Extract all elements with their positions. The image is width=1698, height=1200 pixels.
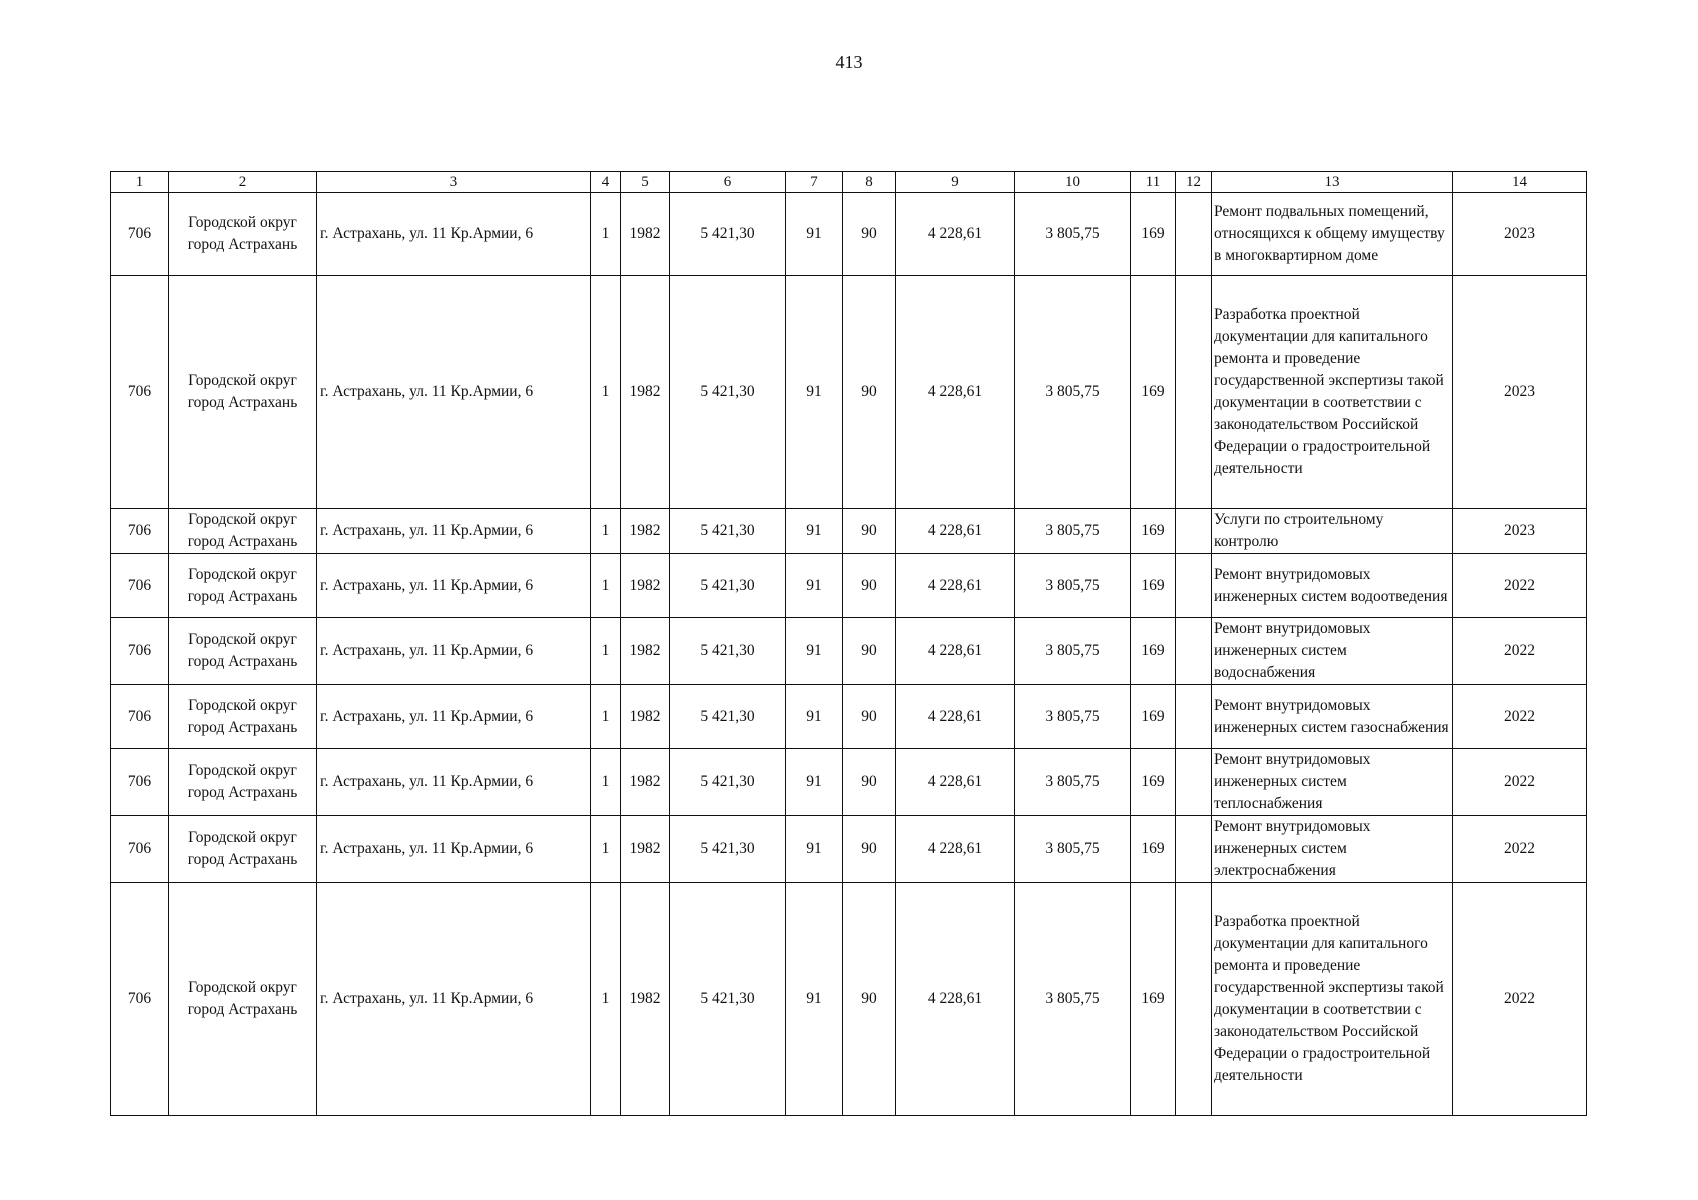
cell-number: 706 bbox=[111, 193, 169, 276]
cell-year: 1982 bbox=[621, 554, 670, 618]
cell-col11: 169 bbox=[1131, 618, 1176, 685]
cell-plan-year: 2022 bbox=[1453, 749, 1587, 816]
cell-col11: 169 bbox=[1131, 749, 1176, 816]
cell-year: 1982 bbox=[621, 685, 670, 749]
cell-municipality: Городской округ город Астрахань bbox=[169, 816, 317, 883]
capital-repair-table bbox=[110, 171, 1587, 1116]
cell-col4: 1 bbox=[591, 749, 621, 816]
cell-plan-year: 2022 bbox=[1453, 883, 1587, 1116]
cell-col4: 1 bbox=[591, 685, 621, 749]
cell-address: г. Астрахань, ул. 11 Кр.Армии, 6 bbox=[317, 554, 591, 618]
cell-municipality: Городской округ город Астрахань bbox=[169, 685, 317, 749]
column-header-11: 11 bbox=[1131, 172, 1176, 193]
page-number: 413 bbox=[835, 52, 863, 72]
cell-number: 706 bbox=[111, 554, 169, 618]
cell-address: г. Астрахань, ул. 11 Кр.Армии, 6 bbox=[317, 618, 591, 685]
cell-col10: 3 805,75 bbox=[1015, 193, 1131, 276]
cell-col7: 91 bbox=[786, 554, 843, 618]
cell-col8: 90 bbox=[843, 685, 896, 749]
cell-year: 1982 bbox=[621, 618, 670, 685]
cell-col10: 3 805,75 bbox=[1015, 554, 1131, 618]
cell-col7: 91 bbox=[786, 618, 843, 685]
cell-col4: 1 bbox=[591, 276, 621, 509]
cell-col9: 4 228,61 bbox=[896, 276, 1015, 509]
cell-work-type: Ремонт внутридомовых инженерных систем водоотведения bbox=[1212, 554, 1453, 618]
column-header-3: 3 bbox=[317, 172, 591, 193]
cell-area: 5 421,30 bbox=[670, 276, 786, 509]
cell-col7: 91 bbox=[786, 749, 843, 816]
cell-work-type: Разработка проектной документации для капитального ремонта и проведение государственной экспертизы такой документации в соответствии с законодательством Российской Федерации о градостроительной деятельности bbox=[1212, 276, 1453, 509]
column-header-7: 7 bbox=[786, 172, 843, 193]
cell-col7: 91 bbox=[786, 816, 843, 883]
cell-col7: 91 bbox=[786, 685, 843, 749]
cell-col12 bbox=[1176, 618, 1212, 685]
cell-area: 5 421,30 bbox=[670, 816, 786, 883]
cell-plan-year: 2022 bbox=[1453, 685, 1587, 749]
cell-address: г. Астрахань, ул. 11 Кр.Армии, 6 bbox=[317, 816, 591, 883]
column-header-1: 1 bbox=[111, 172, 169, 193]
cell-area: 5 421,30 bbox=[670, 618, 786, 685]
column-header-2: 2 bbox=[169, 172, 317, 193]
cell-col8: 90 bbox=[843, 193, 896, 276]
cell-col11: 169 bbox=[1131, 554, 1176, 618]
cell-plan-year: 2023 bbox=[1453, 509, 1587, 554]
cell-col12 bbox=[1176, 193, 1212, 276]
cell-col9: 4 228,61 bbox=[896, 685, 1015, 749]
cell-col10: 3 805,75 bbox=[1015, 276, 1131, 509]
cell-col7: 91 bbox=[786, 883, 843, 1116]
cell-col11: 169 bbox=[1131, 685, 1176, 749]
table-row bbox=[111, 618, 1587, 685]
cell-area: 5 421,30 bbox=[670, 883, 786, 1116]
cell-number: 706 bbox=[111, 276, 169, 509]
cell-col4: 1 bbox=[591, 883, 621, 1116]
cell-year: 1982 bbox=[621, 816, 670, 883]
cell-plan-year: 2022 bbox=[1453, 618, 1587, 685]
cell-work-type: Ремонт внутридомовых инженерных систем теплоснабжения bbox=[1212, 749, 1453, 816]
column-header-5: 5 bbox=[621, 172, 670, 193]
cell-col10: 3 805,75 bbox=[1015, 685, 1131, 749]
cell-col4: 1 bbox=[591, 509, 621, 554]
cell-col9: 4 228,61 bbox=[896, 816, 1015, 883]
cell-col10: 3 805,75 bbox=[1015, 618, 1131, 685]
cell-col12 bbox=[1176, 276, 1212, 509]
column-header-6: 6 bbox=[670, 172, 786, 193]
cell-col11: 169 bbox=[1131, 276, 1176, 509]
column-header-12: 12 bbox=[1176, 172, 1212, 193]
cell-col9: 4 228,61 bbox=[896, 193, 1015, 276]
table-row bbox=[111, 749, 1587, 816]
cell-col10: 3 805,75 bbox=[1015, 749, 1131, 816]
cell-col9: 4 228,61 bbox=[896, 509, 1015, 554]
cell-year: 1982 bbox=[621, 883, 670, 1116]
cell-col11: 169 bbox=[1131, 883, 1176, 1116]
cell-col4: 1 bbox=[591, 193, 621, 276]
cell-col12 bbox=[1176, 816, 1212, 883]
cell-col7: 91 bbox=[786, 509, 843, 554]
cell-col11: 169 bbox=[1131, 509, 1176, 554]
cell-col12 bbox=[1176, 554, 1212, 618]
cell-plan-year: 2023 bbox=[1453, 276, 1587, 509]
cell-area: 5 421,30 bbox=[670, 554, 786, 618]
cell-col8: 90 bbox=[843, 883, 896, 1116]
cell-plan-year: 2022 bbox=[1453, 554, 1587, 618]
cell-address: г. Астрахань, ул. 11 Кр.Армии, 6 bbox=[317, 883, 591, 1116]
column-header-13: 13 bbox=[1212, 172, 1453, 193]
cell-municipality: Городской округ город Астрахань bbox=[169, 193, 317, 276]
cell-address: г. Астрахань, ул. 11 Кр.Армии, 6 bbox=[317, 193, 591, 276]
cell-address: г. Астрахань, ул. 11 Кр.Армии, 6 bbox=[317, 509, 591, 554]
cell-col12 bbox=[1176, 509, 1212, 554]
cell-number: 706 bbox=[111, 816, 169, 883]
column-header-8: 8 bbox=[843, 172, 896, 193]
cell-col8: 90 bbox=[843, 276, 896, 509]
cell-col12 bbox=[1176, 685, 1212, 749]
cell-col12 bbox=[1176, 749, 1212, 816]
cell-col12 bbox=[1176, 883, 1212, 1116]
cell-municipality: Городской округ город Астрахань bbox=[169, 883, 317, 1116]
cell-year: 1982 bbox=[621, 193, 670, 276]
cell-number: 706 bbox=[111, 618, 169, 685]
cell-work-type: Услуги по строительному контролю bbox=[1212, 509, 1453, 554]
table-row bbox=[111, 276, 1587, 509]
column-number-row bbox=[111, 172, 1587, 193]
cell-col9: 4 228,61 bbox=[896, 618, 1015, 685]
cell-col9: 4 228,61 bbox=[896, 883, 1015, 1116]
table-row bbox=[111, 509, 1587, 554]
cell-work-type: Ремонт внутридомовых инженерных систем газоснабжения bbox=[1212, 685, 1453, 749]
cell-municipality: Городской округ город Астрахань bbox=[169, 276, 317, 509]
cell-col8: 90 bbox=[843, 509, 896, 554]
cell-col10: 3 805,75 bbox=[1015, 816, 1131, 883]
cell-work-type: Ремонт подвальных помещений, относящихся к общему имуществу в многоквартирном доме bbox=[1212, 193, 1453, 276]
table-row bbox=[111, 554, 1587, 618]
table-row bbox=[111, 883, 1587, 1116]
cell-address: г. Астрахань, ул. 11 Кр.Армии, 6 bbox=[317, 276, 591, 509]
cell-address: г. Астрахань, ул. 11 Кр.Армии, 6 bbox=[317, 749, 591, 816]
cell-number: 706 bbox=[111, 749, 169, 816]
cell-year: 1982 bbox=[621, 276, 670, 509]
column-header-9: 9 bbox=[896, 172, 1015, 193]
cell-year: 1982 bbox=[621, 509, 670, 554]
cell-address: г. Астрахань, ул. 11 Кр.Армии, 6 bbox=[317, 685, 591, 749]
cell-col8: 90 bbox=[843, 554, 896, 618]
cell-col11: 169 bbox=[1131, 816, 1176, 883]
cell-area: 5 421,30 bbox=[670, 749, 786, 816]
cell-col10: 3 805,75 bbox=[1015, 509, 1131, 554]
column-header-14: 14 bbox=[1453, 172, 1587, 193]
cell-work-type: Ремонт внутридомовых инженерных систем водоснабжения bbox=[1212, 618, 1453, 685]
table-row bbox=[111, 685, 1587, 749]
cell-number: 706 bbox=[111, 509, 169, 554]
cell-number: 706 bbox=[111, 883, 169, 1116]
cell-col4: 1 bbox=[591, 554, 621, 618]
cell-municipality: Городской округ город Астрахань bbox=[169, 618, 317, 685]
cell-work-type: Разработка проектной документации для капитального ремонта и проведение государственной экспертизы такой документации в соответствии с законодательством Российской Федерации о градостроительной деятельности bbox=[1212, 883, 1453, 1116]
cell-plan-year: 2023 bbox=[1453, 193, 1587, 276]
cell-col8: 90 bbox=[843, 816, 896, 883]
column-header-10: 10 bbox=[1015, 172, 1131, 193]
cell-area: 5 421,30 bbox=[670, 685, 786, 749]
cell-col7: 91 bbox=[786, 276, 843, 509]
cell-municipality: Городской округ город Астрахань bbox=[169, 554, 317, 618]
cell-municipality: Городской округ город Астрахань bbox=[169, 749, 317, 816]
cell-col9: 4 228,61 bbox=[896, 554, 1015, 618]
column-header-4: 4 bbox=[591, 172, 621, 193]
cell-number: 706 bbox=[111, 685, 169, 749]
cell-area: 5 421,30 bbox=[670, 193, 786, 276]
cell-work-type: Ремонт внутридомовых инженерных систем электроснабжения bbox=[1212, 816, 1453, 883]
table-row bbox=[111, 193, 1587, 276]
cell-year: 1982 bbox=[621, 749, 670, 816]
cell-plan-year: 2022 bbox=[1453, 816, 1587, 883]
cell-municipality: Городской округ город Астрахань bbox=[169, 509, 317, 554]
cell-col10: 3 805,75 bbox=[1015, 883, 1131, 1116]
table-row bbox=[111, 816, 1587, 883]
cell-col7: 91 bbox=[786, 193, 843, 276]
cell-col4: 1 bbox=[591, 816, 621, 883]
cell-col4: 1 bbox=[591, 618, 621, 685]
cell-col8: 90 bbox=[843, 618, 896, 685]
cell-col11: 169 bbox=[1131, 193, 1176, 276]
cell-col9: 4 228,61 bbox=[896, 749, 1015, 816]
cell-col8: 90 bbox=[843, 749, 896, 816]
cell-area: 5 421,30 bbox=[670, 509, 786, 554]
